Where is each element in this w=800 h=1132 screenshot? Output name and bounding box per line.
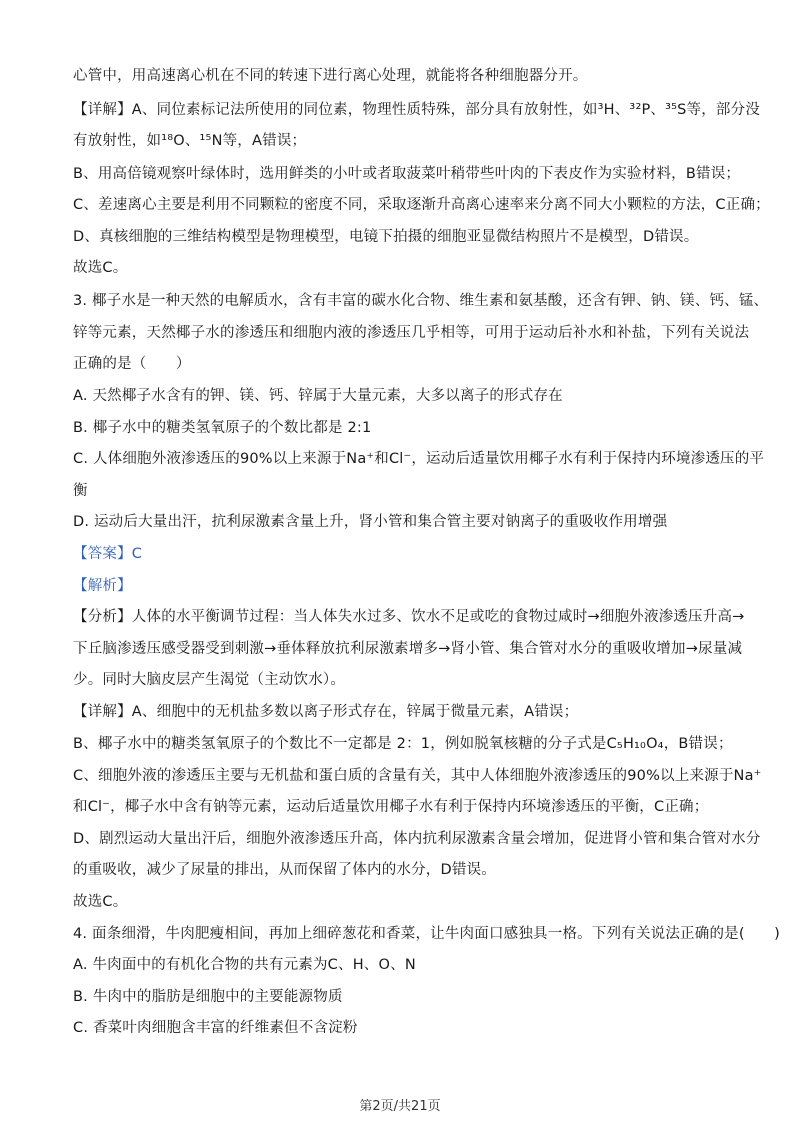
option-a: A. 牛肉面中的有机化合物的共有元素为C、H、O、N <box>73 957 416 973</box>
text-line: D、真核细胞的三维结构模型是物理模型，电镜下拍摄的细胞亚显微结构照片不是模型，D错误。 <box>73 229 699 245</box>
text-line: 【详解】A、同位素标记法所使用的同位素，物理性质特殊，部分具有放射性，如³H、³²P、³⁵S等，部分没 <box>73 102 761 118</box>
option-c-cont: 衡 <box>73 483 88 499</box>
option-c: C. 人体细胞外液渗透压的90%以上来源于Na⁺和Cl⁻，运动后适量饮用椰子水有利于保持内环境渗透压的平 <box>73 451 765 467</box>
option-b: B. 椰子水中的糖类氢氧原子的个数比都是 2:1 <box>73 420 372 436</box>
text-line: C、细胞外液的渗透压主要与无机盐和蛋白质的含量有关，其中人体细胞外液渗透压的90%以上来源于Na⁺ <box>73 768 762 784</box>
text-line: 心管中，用高速离心机在不同的转速下进行离心处理，就能将各种细胞器分开。 <box>73 68 588 84</box>
text-line: 和Cl⁻，椰子水中含有钠等元素，运动后适量饮用椰子水有利于保持内环境渗透压的平衡，C正确； <box>73 799 709 815</box>
text-line: 有放射性，如¹⁸O、¹⁵N等，A错误； <box>73 133 307 149</box>
question-4-line: 4. 面条细滑，牛肉肥瘦相间，再加上细碎葱花和香菜，让牛肉面口感独具一格。下列有关说法正确的是( ) <box>73 926 780 942</box>
answer-label: 【答案】C <box>73 546 143 562</box>
question-3-line: 锌等元素，天然椰子水的渗透压和细胞内液的渗透压几乎相等，可用于运动后补水和补盐，下列有关说法 <box>73 325 750 341</box>
option-b: B. 牛肉中的脂肪是细胞中的主要能源物质 <box>73 989 343 1005</box>
text-line: 故选C。 <box>73 260 128 276</box>
text-line: 的重吸收，减少了尿量的排出，从而保留了体内的水分，D错误。 <box>73 862 496 878</box>
text-line: B、椰子水中的糖类氢氧原子的个数比不一定都是 2：1，例如脱氧核糖的分子式是C₅H₁₀O₄，B错误； <box>73 736 733 752</box>
text-line: D、剧烈运动大量出汗后，细胞外液渗透压升高，体内抗利尿激素含量会增加，促进肾小管和集合管对水分 <box>73 831 761 847</box>
text-line: 下丘脑渗透压感受器受到刺激→垂体释放抗利尿激素增多→肾小管、集合管对水分的重吸收增加→尿量减 <box>73 641 743 657</box>
option-c: C. 香菜叶肉细胞含丰富的纤维素但不含淀粉 <box>73 1020 358 1036</box>
analysis-label: 【解析】 <box>73 578 132 594</box>
question-3-line: 3. 椰子水是一种天然的电解质水，含有丰富的碳水化合物、维生素和氨基酸，还含有钾、钠、镁、钙、锰、 <box>73 293 769 309</box>
text-line: 故选C。 <box>73 894 128 910</box>
page-footer: 第2页/共21页 <box>359 1099 441 1114</box>
text-line: 少。同时大脑皮层产生渴觉（主动饮水）。 <box>73 672 346 688</box>
text-line: C、差速离心主要是利用不同颗粒的密度不同，采取逐渐升高离心速率来分离不同大小颗粒的方法，C正确； <box>73 197 770 213</box>
text-line: 【分析】人体的水平衡调节过程：当人体失水过多、饮水不足或吃的食物过咸时→细胞外液渗透压升高→ <box>73 609 745 625</box>
option-d: D. 运动后大量出汗，抗利尿激素含量上升，肾小管和集合管主要对钠离子的重吸收作用增强 <box>73 514 668 530</box>
question-3-line: 正确的是（ ） <box>73 356 191 372</box>
text-line: B、用高倍镜观察叶绿体时，选用鲜类的小叶或者取菠菜叶稍带些叶肉的下表皮作为实验材料，B错误； <box>73 166 741 182</box>
text-line: 【详解】A、细胞中的无机盐多数以离子形式存在，锌属于微量元素，A错误； <box>73 704 579 720</box>
option-a: A. 天然椰子水含有的钾、镁、钙、锌属于大量元素，大多以离子的形式存在 <box>73 388 563 404</box>
